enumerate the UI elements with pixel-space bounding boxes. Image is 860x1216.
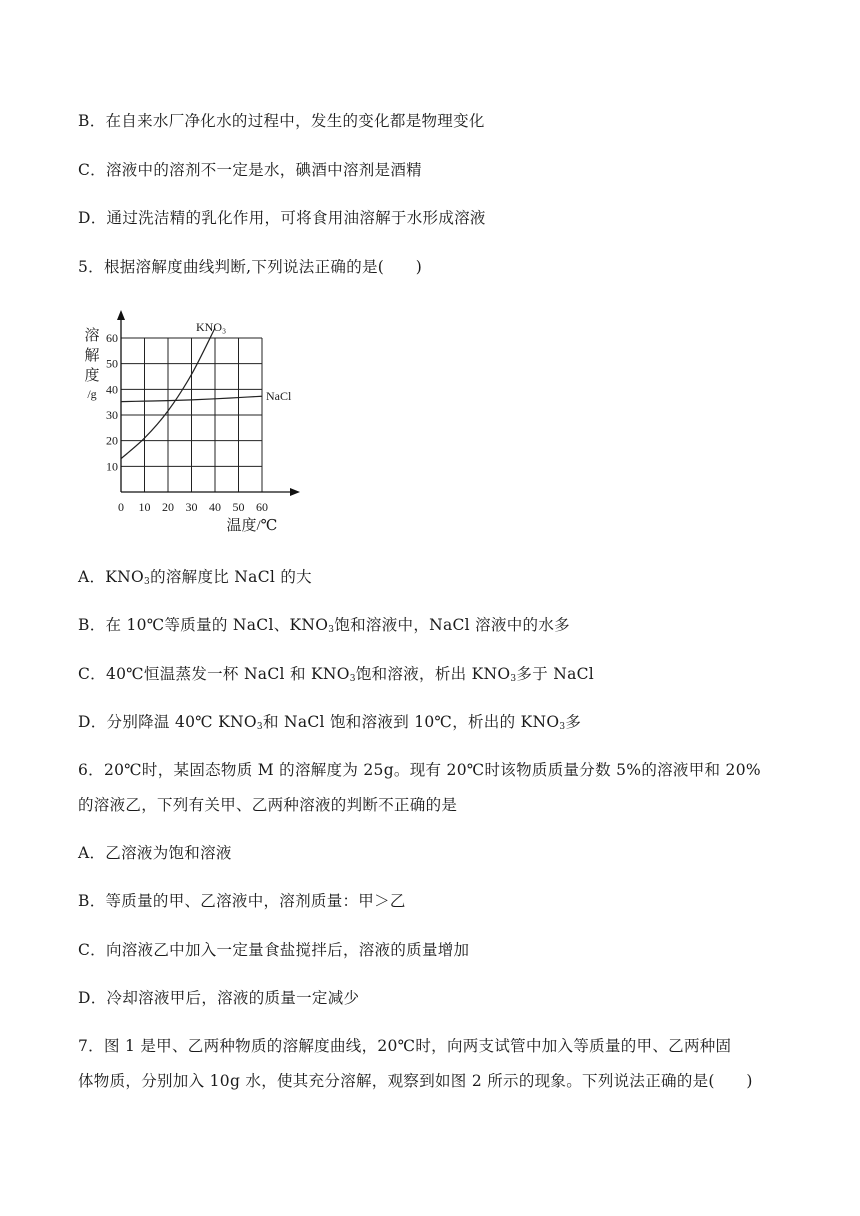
chart-labels xyxy=(84,320,292,534)
option-d-q5: D．分别降温 40℃ $KNO_3$和 NaCl 饱和溶液到 10℃，析出的 $KNO_3$多 xyxy=(78,713,582,732)
question-6-line-2: 的溶液乙，下列有关甲、乙两种溶液的判断不正确的是 xyxy=(78,796,458,814)
x-axis-arrow xyxy=(290,488,300,496)
x-tick-label: 30 xyxy=(185,500,198,514)
option-d-q4: D．通过洗洁精的乳化作用，可将食用油溶解于水形成溶液 xyxy=(78,209,486,227)
y-axis-title-char: 解 xyxy=(84,348,100,364)
y-axis-title-char: 溶 xyxy=(84,328,100,344)
y-tick-label: 30 xyxy=(106,408,118,422)
option-d-q6: D．冷却溶液甲后，溶液的质量一定减少 xyxy=(78,989,360,1007)
series-label-kno3: KNO₃ xyxy=(196,320,227,334)
question-7-line-1: 7．图 1 是甲、乙两种物质的溶解度曲线，20℃时，向两支试管中加入等质量的甲、乙两种固 xyxy=(78,1037,732,1055)
option-b-q6: B．等质量的甲、乙溶液中，溶剂质量：甲＞乙 xyxy=(78,892,406,910)
option-c-q5: C．40℃恒温蒸发一杯 NaCl 和 $KNO_3$饱和溶液，析出 $KNO_3$多于 NaCl xyxy=(78,665,595,684)
y-axis-arrow xyxy=(117,310,125,320)
solubility-chart xyxy=(78,306,338,540)
x-axis-title: 温度/℃ xyxy=(226,518,278,534)
option-a-q6: A．乙溶液为饱和溶液 xyxy=(78,844,232,862)
x-tick-label: 10 xyxy=(138,500,151,514)
x-tick-label: 20 xyxy=(162,500,174,514)
chart-grid xyxy=(121,338,262,492)
question-6-line-1: 6．20℃时，某固态物质 M 的溶解度为 25g。现有 20℃时该物质质量分数 5%的溶液甲和 20% xyxy=(78,761,761,779)
question-7-line-2: 体物质，分别加入 10g 水，使其充分溶解，观察到如图 2 所示的现象。下列说法正确的是( ) xyxy=(78,1072,753,1090)
x-tick-label: 60 xyxy=(256,500,268,514)
x-tick-label: 40 xyxy=(209,500,221,514)
option-b-q5: B．在 10℃等质量的 NaCl、$KNO_3$饱和溶液中，NaCl 溶液中的水多 xyxy=(78,616,570,635)
question-5: 5．根据溶解度曲线判断,下列说法正确的是( ) xyxy=(78,258,423,276)
option-c-q4: C．溶液中的溶剂不一定是水，碘酒中溶剂是酒精 xyxy=(78,161,422,179)
y-tick-label: 10 xyxy=(106,459,118,474)
y-tick-label: 50 xyxy=(106,356,118,371)
x-tick-label: 0 xyxy=(118,500,124,514)
y-tick-label: 40 xyxy=(106,382,118,397)
y-tick-label: 20 xyxy=(106,433,118,448)
option-c-q6: C．向溶液乙中加入一定量食盐搅拌后，溶液的质量增加 xyxy=(78,941,470,959)
y-axis-title-char: /g xyxy=(87,387,97,401)
x-tick-label: 50 xyxy=(232,500,245,514)
y-axis-title-char: 度 xyxy=(84,368,100,384)
option-b-q4: B．在自来水厂净化水的过程中，发生的变化都是物理变化 xyxy=(78,112,485,130)
y-tick-label: 60 xyxy=(106,331,118,345)
option-a-q5: A．$KNO_3$的溶解度比 NaCl 的大 xyxy=(78,568,312,587)
series-label-nacl: NaCl xyxy=(266,389,292,403)
